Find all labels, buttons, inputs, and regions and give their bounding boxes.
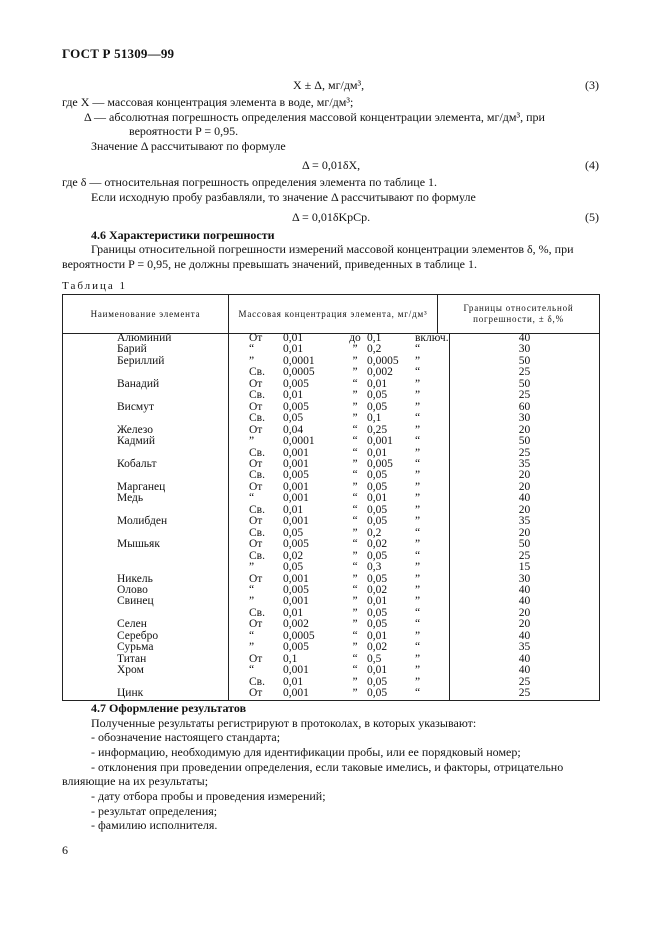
range-to-word-cell: ” [352,480,358,493]
error-value-cell: 20 [450,528,600,539]
range-to-word-cell: “ [352,435,358,448]
element-name-cell [63,551,229,562]
range-from-cell: 0,0001 [283,435,315,448]
range-to-word-cell: ” [343,688,367,700]
range-from-cell: 0,001 [283,595,309,608]
range-from-cell: 0,01 [283,606,304,619]
range-from-cell: 0,05 [283,526,304,539]
range-suffix-cell: “ [415,435,421,448]
range-from-cell: 0,002 [283,618,309,631]
range-prefix-cell: “ [229,344,284,355]
range-to-word-cell: ” [352,400,358,413]
range-to-cell: 0,05 [367,606,388,619]
section-4-7-title: 4.7 Оформление результатов [91,701,247,715]
range-prefix-cell: Св. [229,505,284,516]
element-name-cell [63,562,229,573]
error-value-cell: 60 [450,402,600,413]
table-row [63,642,600,653]
range-suffix-cell: “ [415,606,421,619]
error-value-cell: 20 [450,482,600,493]
element-name-cell: Кобальт [63,459,229,470]
range-to-cell: 0,0005 [367,354,399,367]
error-value-cell: 20 [450,608,600,619]
error-value-cell: 20 [450,425,600,436]
range-to-cell: 0,05 [367,469,388,482]
range-to-cell: 0,2 [367,526,382,539]
range-to-cell: 0,1 [367,412,382,425]
range-suffix-cell: “ [415,618,421,631]
range-prefix-cell: “ [229,631,284,642]
table-1-body [62,333,600,701]
range-to-cell: 0,05 [367,480,388,493]
element-name-cell: Цинк [63,688,229,700]
range-to-word-cell: ” [352,549,358,562]
table-body [63,333,600,700]
range-to-cell: 0,05 [367,549,388,562]
range-to-cell: 0,05 [367,675,388,688]
equation-3-number: (3) [585,78,599,92]
column-header-concentration: Массовая концентрация элемента, мг/дм³ [229,295,438,334]
column-header-element: Наименование элемента [63,295,229,334]
range-to-word-cell: “ [352,377,358,390]
equation-3: X ± Δ, мг/дм³, [293,78,365,92]
element-name-cell: Железо [63,425,229,436]
error-value-cell: 35 [450,642,600,653]
range-to-word-cell: до [349,332,361,344]
error-value-cell: 25 [450,551,600,562]
range-from-cell: 0,001 [283,688,343,700]
error-value-cell: 35 [450,459,600,470]
range-prefix-cell: Св. [229,528,284,539]
range-from-cell: 0,001 [283,515,309,528]
error-value-cell: 40 [450,665,600,676]
range-from-cell: 0,001 [283,572,309,585]
equation-5-number: (5) [585,210,599,224]
delta-definition-line2: вероятности P = 0,95. [129,124,239,138]
range-suffix-cell: ” [415,503,421,516]
section-4-6-text: Границы относительной погрешности измерений массовой концентрации элементов δ, %, при вероятности P = 0,95, не должны превышать значений, приведенных в таблице 1. [62,242,574,271]
range-to-cell: 0,01 [367,664,388,677]
range-suffix-cell: “ [415,366,421,379]
error-value-cell: 25 [450,677,600,688]
range-prefix-cell: От [229,402,284,413]
error-value-cell: 40 [450,585,600,596]
range-to-cell: 0,25 [367,423,388,436]
range-to-word-cell: “ [352,469,358,482]
range-to-cell: 0,05 [367,688,415,700]
error-value-cell: 20 [450,619,600,630]
range-prefix-cell: Св. [229,470,284,481]
error-value-cell: 40 [450,631,600,642]
range-from-cell: 0,001 [283,492,309,505]
range-suffix-cell: ” [415,664,421,677]
range-prefix-cell: ” [229,436,284,447]
range-from-cell: 0,02 [283,549,304,562]
error-value-cell: 30 [450,344,600,355]
range-to-word-cell: “ [352,538,358,551]
range-to-cell: 0,05 [367,389,388,402]
error-value-cell: 25 [450,367,600,378]
table-row [63,539,600,550]
range-suffix-cell: ” [415,480,421,493]
range-prefix-cell: ” [229,356,284,367]
error-value-cell: 25 [450,390,600,401]
range-prefix-cell: “ [229,585,284,596]
range-to-word-cell: “ [352,583,358,596]
range-to-word-cell: ” [352,457,358,470]
range-from-cell: 0,04 [283,423,304,436]
range-from-cell: 0,001 [283,480,309,493]
range-to-cell: 0,01 [367,595,388,608]
table-row [63,390,600,401]
range-suffix-cell: “ [415,412,421,425]
range-suffix-cell: ” [415,538,421,551]
element-name-cell: Марганец [63,482,229,493]
table-row [63,688,600,700]
range-to-cell: 0,002 [367,366,393,379]
range-to-word-cell: ” [352,354,358,367]
equation-4: Δ = 0,01δX, [302,158,361,172]
range-from-cell: 0,001 [283,457,309,470]
range-suffix-cell: ” [415,652,421,665]
range-prefix-cell: ” [229,596,284,607]
element-name-cell: Никель [63,574,229,585]
range-from-cell: 0,005 [283,469,309,482]
range-prefix-cell: От [229,688,284,700]
range-to-word-cell: “ [352,446,358,459]
element-name-cell: Алюминий [63,333,229,344]
range-to-cell: 0,3 [367,561,382,574]
table-1 [62,294,600,334]
range-prefix-cell: От [229,379,284,390]
range-to-word-cell: “ [352,561,358,574]
range-from-cell: 0,005 [283,583,309,596]
section-4-7-intro: Полученные результаты регистрируют в протоколах, в которых указывают: [91,716,477,730]
range-to-word-cell: ” [352,343,358,356]
where-x-line: где X — массовая концентрация элемента в воде, мг/дм³; [62,95,354,109]
where-delta-line: где δ — относительная погрешность определения элемента по таблице 1. [62,175,438,189]
equation-5: Δ = 0,01δKрCр. [292,210,371,224]
error-value-cell: 15 [450,562,600,573]
range-from-cell: 0,0001 [283,354,315,367]
error-value-cell: 20 [450,470,600,481]
range-to-cell: 0,01 [367,629,388,642]
range-from-cell: 0,01 [283,389,304,402]
range-suffix-cell: ” [415,377,421,390]
range-from-cell: 0,01 [283,332,304,344]
range-to-word-cell: ” [352,389,358,402]
standard-header: ГОСТ Р 51309—99 [62,46,175,61]
element-name-cell: Кадмий [63,436,229,447]
range-suffix-cell: ” [415,675,421,688]
element-name-cell: Медь [63,493,229,504]
page-number: 6 [62,843,68,857]
range-from-cell: 0,005 [283,400,309,413]
range-prefix-cell: От [229,539,284,550]
range-to-cell: 0,1 [367,332,382,344]
error-value-cell: 30 [450,413,600,424]
range-to-word-cell: “ [352,652,358,665]
range-suffix-cell: ” [415,629,421,642]
range-to-cell: 0,01 [367,446,388,459]
range-to-cell: 0,5 [367,652,382,665]
range-from-cell: 0,005 [283,641,309,654]
element-name-cell [63,390,229,401]
list-item: - фамилию исполнителя. [91,818,218,832]
range-to-word-cell: ” [352,366,358,379]
range-suffix-cell: “ [415,526,421,539]
table-row [63,665,600,676]
range-suffix-cell: ” [415,515,421,528]
element-name-cell: Молибден [63,516,229,527]
range-from-cell: 0,05 [283,412,304,425]
delta-definition-line1: Δ — абсолютная погрешность определения массовой концентрации элемента, мг/дм³, при [84,110,545,124]
range-to-word-cell: ” [352,572,358,585]
range-suffix-cell: ” [415,446,421,459]
error-value-cell: 25 [450,448,600,459]
list-item-continuation: влияющие на их результаты; [62,774,209,788]
table-row [63,562,600,573]
range-prefix-cell: ” [229,562,284,573]
range-to-cell: 0,01 [367,492,388,505]
range-from-cell: 0,0005 [283,629,315,642]
range-to-word-cell: “ [352,503,358,516]
element-name-cell [63,677,229,688]
range-to-word-cell: “ [352,629,358,642]
range-prefix-cell: Св. [229,551,284,562]
range-to-word-cell: ” [352,606,358,619]
range-prefix-cell: Св. [229,413,284,424]
range-prefix-cell: От [229,459,284,470]
range-suffix-cell: ” [415,492,421,505]
range-from-cell: 0,1 [283,652,298,665]
range-to-cell: 0,05 [367,515,388,528]
range-from-cell: 0,005 [283,538,309,551]
error-value-cell: 40 [450,654,600,665]
element-name-cell: Хром [63,665,229,676]
range-suffix-cell: “ [415,688,450,700]
range-prefix-cell: От [229,516,284,527]
error-value-cell: 40 [450,333,600,344]
range-to-word-cell: “ [352,423,358,436]
range-to-cell: 0,05 [367,618,388,631]
range-suffix-cell: ” [415,389,421,402]
table-caption: Таблица 1 [62,280,128,292]
range-to-word-cell: ” [352,412,358,425]
range-from-cell: 0,01 [283,343,304,356]
range-to-cell: 0,005 [367,457,393,470]
error-value-cell: 40 [450,493,600,504]
error-value-cell: 35 [450,516,600,527]
range-from-cell: 0,05 [283,561,304,574]
range-to-word-cell: “ [352,515,358,528]
table-row [63,436,600,447]
element-name-cell: Свинец [63,596,229,607]
range-to-cell: 0,02 [367,641,388,654]
range-prefix-cell: От [229,482,284,493]
element-name-cell: Серебро [63,631,229,642]
range-suffix-cell: ” [415,469,421,482]
section-4-6-title: 4.6 Характеристики погрешности [91,228,275,242]
error-value-cell: 50 [450,379,600,390]
range-to-cell: 0,02 [367,583,388,596]
element-name-cell: Ванадий [63,379,229,390]
range-from-cell: 0,001 [283,446,309,459]
range-suffix-cell: ” [415,423,421,436]
element-name-cell: Титан [63,654,229,665]
range-prefix-cell: Св. [229,608,284,619]
element-name-cell: Селен [63,619,229,630]
range-from-cell: 0,01 [283,503,304,516]
range-to-cell: 0,02 [367,538,388,551]
table-row [63,413,600,424]
range-suffix-cell: ” [415,561,421,574]
range-from-cell: 0,0005 [283,366,315,379]
range-suffix-cell: ” [415,400,421,413]
range-to-word-cell: ” [352,595,358,608]
range-prefix-cell: От [229,333,284,344]
dilution-intro: Если исходную пробу разбавляли, то значение Δ рассчитывают по формуле [91,190,476,204]
range-prefix-cell: ” [229,642,284,653]
table-row [63,516,600,527]
range-prefix-cell: От [229,574,284,585]
list-item: - обозначение настоящего стандарта; [91,730,281,744]
range-prefix-cell: Св. [229,367,284,378]
range-to-cell: 0,05 [367,572,388,585]
range-to-word-cell: ” [352,618,358,631]
range-prefix-cell: Св. [229,390,284,401]
range-suffix-cell: ” [415,572,421,585]
range-to-cell: 0,2 [367,343,382,356]
range-to-cell: 0,05 [367,400,388,413]
range-suffix-cell: “ [415,457,421,470]
range-prefix-cell: От [229,425,284,436]
element-name-cell: Олово [63,585,229,596]
range-suffix-cell: “ [415,549,421,562]
range-from-cell: 0,01 [283,675,304,688]
element-name-cell: Висмут [63,402,229,413]
range-prefix-cell: От [229,654,284,665]
range-suffix-cell: ” [415,595,421,608]
range-suffix-cell: включ. [415,332,449,344]
range-to-cell: 0,01 [367,377,388,390]
error-value-cell: 50 [450,436,600,447]
error-value-cell: 50 [450,539,600,550]
list-item: - информацию, необходимую для идентификации пробы, или ее порядковый номер; [91,745,521,759]
element-name-cell: Бериллий [63,356,229,367]
error-value-cell: 25 [450,688,600,700]
error-value-cell: 20 [450,505,600,516]
error-value-cell: 50 [450,356,600,367]
range-suffix-cell: “ [415,343,421,356]
element-name-cell: Сурьма [63,642,229,653]
range-suffix-cell: ” [415,354,421,367]
element-name-cell: Барий [63,344,229,355]
list-item: - дату отбора пробы и проведения измерений; [91,789,326,803]
element-name-cell: Мышьяк [63,539,229,550]
range-to-cell: 0,05 [367,503,388,516]
range-to-cell: 0,001 [367,435,393,448]
range-suffix-cell: ” [415,583,421,596]
error-value-cell: 40 [450,596,600,607]
list-item: - отклонения при проведении определения, если таковые имелись, и факторы, отрицательно [91,760,564,774]
range-to-word-cell: ” [352,675,358,688]
range-prefix-cell: От [229,619,284,630]
range-prefix-cell: “ [229,665,284,676]
range-prefix-cell: Св. [229,677,284,688]
range-from-cell: 0,005 [283,377,309,390]
element-name-cell [63,413,229,424]
range-from-cell: 0,001 [283,664,309,677]
column-header-error: Границы относительной погрешности, ± δ,% [438,295,600,334]
range-to-word-cell: ” [352,526,358,539]
list-item: - результат определения; [91,804,218,818]
equation-4-number: (4) [585,158,599,172]
range-to-word-cell: ” [352,641,358,654]
error-value-cell: 30 [450,574,600,585]
range-suffix-cell: “ [415,641,421,654]
range-to-word-cell: “ [352,492,358,505]
delta-calc-intro: Значение Δ рассчитывают по формуле [91,139,286,153]
range-to-word-cell: “ [352,664,358,677]
range-prefix-cell: “ [229,493,284,504]
range-prefix-cell: Св. [229,448,284,459]
